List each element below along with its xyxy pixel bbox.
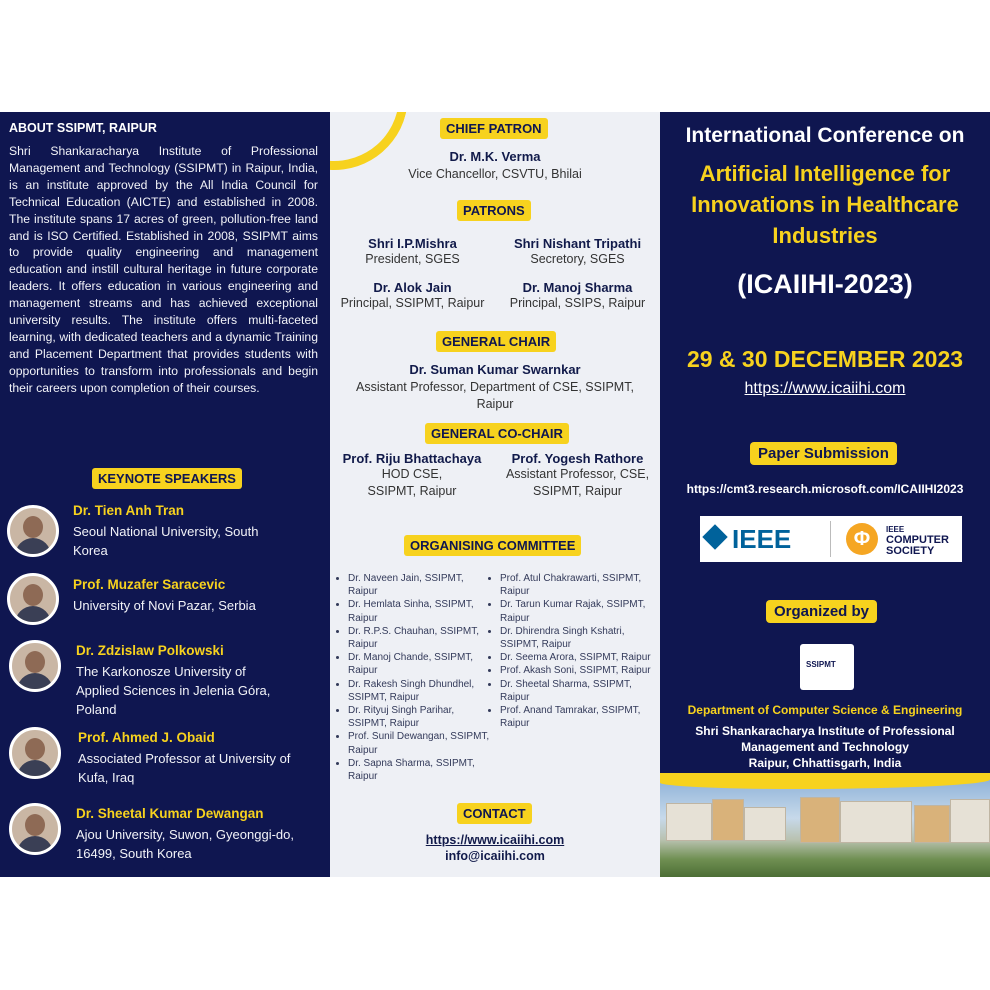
speaker-4-affiliation: Associated Professor at University of Kufa, Iraq <box>78 751 291 785</box>
speaker-4-photo <box>9 727 61 779</box>
patron-2 <box>495 236 660 268</box>
speaker-3-photo <box>9 640 61 692</box>
ieee-diamond-icon <box>702 524 727 549</box>
patron-1-name: Shri I.P.Mishra <box>368 236 457 251</box>
speaker-1-name: Dr. Tien Anh Tran <box>73 503 185 518</box>
logo-divider <box>830 521 831 557</box>
left-panel <box>0 112 330 877</box>
chief-patron <box>330 149 660 183</box>
speaker-3-affiliation: The Karkonosze University of Applied Sciences in Jelenia Góra, Poland <box>76 664 271 717</box>
submission-link[interactable]: https://cmt3.research.microsoft.com/ICAIIHI2023 <box>686 482 964 496</box>
contact-email[interactable]: info@icaiihi.com <box>445 849 545 863</box>
computer-society-logo: IEEE COMPUTER SOCIETY <box>886 525 949 557</box>
committee-member: • Dr. Rakesh Singh Dhundhel, SSIPMT, Raipur <box>348 678 490 704</box>
cochair-1-name: Prof. Riju Bhattachaya <box>342 451 482 466</box>
paper-submission-heading: Paper Submission <box>750 442 897 465</box>
brochure <box>0 112 990 877</box>
contact-website-link[interactable]: https://www.icaiihi.com <box>425 833 565 847</box>
cochair-1-role: HOD CSE, SSIPMT, Raipur <box>367 467 457 498</box>
speaker-5-photo <box>9 803 61 855</box>
speaker-2-affiliation: University of Novi Pazar, Serbia <box>73 598 256 613</box>
keynote-speakers-heading: KEYNOTE SPEAKERS <box>92 468 242 489</box>
speaker-3-name: Dr. Zdzislaw Polkowski <box>76 643 224 658</box>
speaker-1-affiliation: Seoul National University, South Korea <box>73 524 259 558</box>
cochair-1 <box>332 451 492 500</box>
speaker-2-name: Prof. Muzafer Saracevic <box>73 577 226 592</box>
chief-patron-name: Dr. M.K. Verma <box>449 149 541 164</box>
cochair-2 <box>495 451 660 500</box>
patron-4-role: Principal, SSIPS, Raipur <box>509 296 646 310</box>
patron-1-role: President, SGES <box>365 252 460 266</box>
general-cochair-heading: GENERAL CO-CHAIR <box>425 423 569 444</box>
institute-name: Shri Shankaracharya Institute of Professional Management and Technology Raipur, Chhattisgarh, India <box>695 724 955 770</box>
about-text: Shri Shankaracharya Institute of Professional Management and Technology (SSIPMT) in Raipur, India, is an institute approved by the All India Council for Technical Education (AICTE) and established in 2008. The institute spans 17 acres of green, pollution-free land and is ISO Certified. Established in 2008, SSIPMT aims to provide quality engineering and management education and instill cultural heritage in future corporate leaders. It offers education in various engineering and management streams and has achieved exceptional university results. The institute offers multi-faceted learning, with dedicated teachers and a dynamic Training and Placement Department that provides students with opportunities to transform into professionals and begin their careers upon completion of their courses. <box>9 144 318 395</box>
general-chair <box>340 362 650 413</box>
committee-member: • Prof. Akash Soni, SSIPMT, Raipur <box>500 664 658 677</box>
committee-member: • Dr. Sapna Sharma, SSIPMT, Raipur <box>348 757 490 783</box>
patron-1 <box>330 236 495 268</box>
organising-committee-heading: ORGANISING COMMITTEE <box>404 535 581 556</box>
organized-by-heading: Organized by <box>766 600 877 623</box>
general-chair-role: Assistant Professor, Department of CSE, SSIPMT, Raipur <box>356 380 634 411</box>
middle-panel <box>330 112 660 877</box>
contact-block <box>330 833 660 863</box>
right-panel <box>660 112 990 877</box>
cochair-2-role: Assistant Professor, CSE, SSIPMT, Raipur <box>505 467 650 498</box>
patron-3 <box>330 280 495 312</box>
ieee-logo: IEEE <box>706 524 791 555</box>
speaker-5-name: Dr. Sheetal Kumar Dewangan <box>76 806 264 821</box>
speaker-5-affiliation: Ajou University, Suwon, Gyeonggi-do, 16499, South Korea <box>76 827 294 861</box>
conference-website-link[interactable]: https://www.icaiihi.com <box>744 380 906 397</box>
campus-photo <box>660 779 990 877</box>
committee-member: • Dr. Seema Arora, SSIPMT, Raipur <box>500 651 658 664</box>
speaker-4-name: Prof. Ahmed J. Obaid <box>78 730 215 745</box>
department-name: Department of Computer Science & Engineering <box>687 703 963 717</box>
committee-member: • Dr. Hemlata Sinha, SSIPMT, Raipur <box>348 598 490 624</box>
committee-list-right <box>486 572 658 730</box>
patron-4 <box>495 280 660 312</box>
computer-society-icon: Φ <box>846 523 878 555</box>
committee-member: • Prof. Sunil Dewangan, SSIPMT, Raipur <box>348 730 490 756</box>
committee-member: • Dr. Tarun Kumar Rajak, SSIPMT, Raipur <box>500 598 658 624</box>
ieee-logos <box>700 516 962 562</box>
speaker-2-photo <box>7 573 59 625</box>
patron-2-role: Secretory, SGES <box>530 252 625 266</box>
conference-date: 29 & 30 DECEMBER 2023 <box>686 346 964 372</box>
conference-intro: International Conference on <box>685 124 965 147</box>
committee-member: • Prof. Anand Tamrakar, SSIPMT, Raipur <box>500 704 658 730</box>
committee-member: • Dr. R.P.S. Chauhan, SSIPMT, Raipur <box>348 625 490 651</box>
general-chair-name: Dr. Suman Kumar Swarnkar <box>409 362 581 377</box>
speaker-1-photo <box>7 505 59 557</box>
general-chair-heading: GENERAL CHAIR <box>436 331 556 352</box>
contact-heading: CONTACT <box>457 803 532 824</box>
committee-list-left <box>334 572 490 783</box>
conference-title-text: Artificial Intelligence for Innovations in Healthcare Industries <box>691 161 959 248</box>
ssipmt-logo: SSIPMT <box>800 644 854 690</box>
patron-4-name: Dr. Manoj Sharma <box>522 280 633 295</box>
committee-member: • Dr. Rityuj Singh Parihar, SSIPMT, Raipur <box>348 704 490 730</box>
committee-member: • Dr. Dhirendra Singh Kshatri, SSIPMT, Raipur <box>500 625 658 651</box>
chief-patron-role: Vice Chancellor, CSVTU, Bhilai <box>408 167 582 181</box>
conference-title <box>660 158 990 251</box>
patron-2-name: Shri Nishant Tripathi <box>513 236 642 251</box>
committee-member: • Prof. Atul Chakrawarti, SSIPMT, Raipur <box>500 572 658 598</box>
committee-member: • Dr. Naveen Jain, SSIPMT, Raipur <box>348 572 490 598</box>
chief-patron-heading: CHIEF PATRON <box>440 118 548 139</box>
committee-member: • Dr. Manoj Chande, SSIPMT, Raipur <box>348 651 490 677</box>
conference-code: (ICAIIHI-2023) <box>737 269 913 299</box>
committee-member: • Dr. Sheetal Sharma, SSIPMT, Raipur <box>500 678 658 704</box>
about-title: ABOUT SSIPMT, RAIPUR <box>9 121 157 135</box>
patron-3-name: Dr. Alok Jain <box>373 280 452 295</box>
patron-3-role: Principal, SSIPMT, Raipur <box>340 296 485 310</box>
patrons-heading: PATRONS <box>457 200 531 221</box>
cochair-2-name: Prof. Yogesh Rathore <box>511 451 644 466</box>
decorative-wave <box>660 773 990 789</box>
